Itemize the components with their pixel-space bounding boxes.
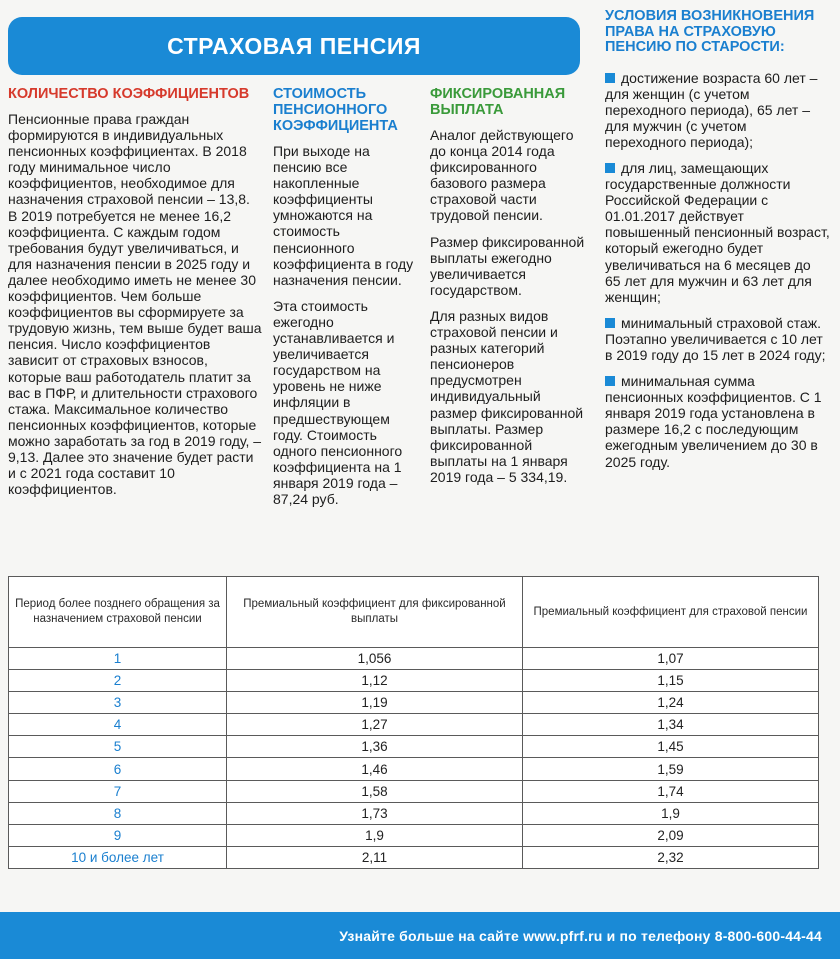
insurance-cell: 1,07 — [523, 648, 819, 670]
coefficients-heading: КОЛИЧЕСТВО КОЭФФИЦИЕНТОВ — [8, 86, 250, 102]
insurance-cell: 1,59 — [523, 758, 819, 780]
bullet-square-icon — [605, 73, 615, 83]
footer-bar — [0, 912, 840, 959]
table-row — [9, 692, 819, 714]
condition-item — [605, 160, 830, 305]
insurance-cell: 1,24 — [523, 692, 819, 714]
table-row — [9, 670, 819, 692]
period-cell: 4 — [9, 714, 227, 736]
fixed-cell: 1,19 — [227, 692, 523, 714]
period-cell: 6 — [9, 758, 227, 780]
insurance-cell: 1,15 — [523, 670, 819, 692]
table-row — [9, 648, 819, 670]
coefficient-cost-paragraph-1: При выходе на пенсию все накопленные коэффициенты умножаются на стоимость пенсионного коэффициента в году назначения пенсии. — [273, 143, 414, 288]
fixed-payment-paragraph-1: Аналог действующего до конца 2014 года фиксированного базового размера страховой части трудовой пенсии. — [430, 127, 574, 224]
condition-item — [605, 70, 830, 150]
period-cell: 7 — [9, 780, 227, 802]
period-cell: 1 — [9, 648, 227, 670]
table-header-row — [9, 577, 819, 648]
title-banner — [8, 17, 580, 75]
fixed-cell: 1,36 — [227, 736, 523, 758]
insurance-cell: 1,45 — [523, 736, 819, 758]
premium-coefficient-table — [8, 576, 819, 868]
coefficient-cost-heading: СТОИМОСТЬ ПЕНСИОННОГО КОЭФФИЦИЕНТА — [273, 86, 398, 134]
fixed-payment-paragraph-2: Размер фиксированной выплаты ежегодно увеличивается государством. — [430, 233, 585, 298]
coefficient-table — [8, 576, 819, 869]
period-cell: 9 — [9, 824, 227, 846]
coefficients-column — [8, 86, 262, 507]
period-cell: 5 — [9, 736, 227, 758]
bullet-square-icon — [605, 376, 615, 386]
insurance-cell: 2,32 — [523, 846, 819, 868]
period-cell: 8 — [9, 802, 227, 824]
condition-text: достижение возраста 60 лет – для женщин (с учетом переходного периода), 65 лет – для мужчин (с учетом переходного периода); — [605, 69, 818, 150]
condition-item — [605, 373, 830, 470]
column-header-insurance: Премиальный коэффициент для страховой пенсии — [523, 577, 819, 648]
fixed-cell: 1,58 — [227, 780, 523, 802]
fixed-cell: 1,46 — [227, 758, 523, 780]
page-title: СТРАХОВАЯ ПЕНСИЯ — [167, 32, 421, 59]
table-row — [9, 736, 819, 758]
condition-text: минимальный страховой стаж. Поэтапно увеличивается с 10 лет в 2019 году до 15 лет в 2024 году; — [605, 314, 826, 363]
period-cell: 10 и более лет — [9, 846, 227, 868]
table-row — [9, 758, 819, 780]
condition-text: для лиц, замещающих государственные должности Российской Федерации с 01.01.2017 действует повышенный пенсионный возраст, который ежегодно будет увеличиваться на 6 месяцев до 65 лет для мужчин и 63 лет для женщин; — [605, 159, 830, 305]
conditions-heading: УСЛОВИЯ ВОЗНИКНОВЕНИЯ ПРАВА НА СТРАХОВУЮ ПЕНСИЮ ПО СТАРОСТИ: — [605, 8, 815, 55]
bullet-square-icon — [605, 318, 615, 328]
table-row — [9, 780, 819, 802]
fixed-cell: 1,056 — [227, 648, 523, 670]
period-cell: 2 — [9, 670, 227, 692]
column-header-period: Период более позднего обращения за назначением страховой пенсии — [9, 577, 227, 648]
condition-text: минимальная сумма пенсионных коэффициентов. С 1 января 2019 года установлена в размере 16,2 с последующим ежегодным увеличением до 30 в 2025 году. — [605, 373, 822, 470]
conditions-column — [605, 9, 830, 480]
fixed-cell: 1,12 — [227, 670, 523, 692]
fixed-cell: 1,27 — [227, 714, 523, 736]
coefficients-text: Пенсионные права граждан формируются в индивидуальных пенсионных коэффициентах. В 2018 году минимальное число коэффициентов, необходимое для назначения страховой пенсии – 13,8. В 2019 потребуется не менее 16,2 коэффициента. С каждым годом требования будут увеличиваться, и для назначения пенсии в 2025 году и далее необходимо иметь не менее 30 коэффициентов. Чем больше коэффициентов вы сформируете за трудовую жизнь, тем выше будет ваша пенсия. Число коэффициентов зависит от страховых взносов, которые ваш работодатель платит за вас в ПФР, и длительности страхового стажа. Максимальное количество пенсионных коэффициентов, которые можно заработать за год в 2019 году, – 9,13. Далее это значение будет расти и с 2021 года составит 10 коэффициентов. — [8, 111, 262, 498]
fixed-payment-paragraph-3: Для разных видов страховой пенсии и разных категорий пенсионеров предусмотрен индивидуальный размер фиксированной выплаты. Размер фиксированной выплаты на 1 января 2019 года – 5 334,19. — [430, 307, 584, 485]
fixed-cell: 1,73 — [227, 802, 523, 824]
column-header-fixed: Премиальный коэффициент для фиксированной выплаты — [227, 577, 523, 648]
insurance-cell: 1,34 — [523, 714, 819, 736]
period-cell: 3 — [9, 692, 227, 714]
fixed-cell: 1,9 — [227, 824, 523, 846]
fixed-payment-heading: ФИКСИРОВАННАЯ ВЫПЛАТА — [430, 86, 566, 118]
condition-item — [605, 315, 830, 363]
table-row — [9, 824, 819, 846]
fixed-cell: 2,11 — [227, 846, 523, 868]
insurance-cell: 2,09 — [523, 824, 819, 846]
coefficient-cost-paragraph-2: Эта стоимость ежегодно устанавливается и увеличивается государством на уровень не ниже инфляции в предшествующем году. Стоимость одного пенсионного коэффициента на 1 января 2019 года – 87,24 руб. — [273, 297, 403, 507]
insurance-cell: 1,9 — [523, 802, 819, 824]
table-row — [9, 714, 819, 736]
table-row — [9, 802, 819, 824]
bullet-square-icon — [605, 163, 615, 173]
coefficient-cost-column — [273, 86, 421, 517]
fixed-payment-column — [430, 86, 585, 495]
insurance-cell: 1,74 — [523, 780, 819, 802]
footer-contact-text: Узнайте больше на сайте www.pfrf.ru и по телефону 8-800-600-44-44 — [339, 927, 822, 944]
table-row — [9, 846, 819, 868]
